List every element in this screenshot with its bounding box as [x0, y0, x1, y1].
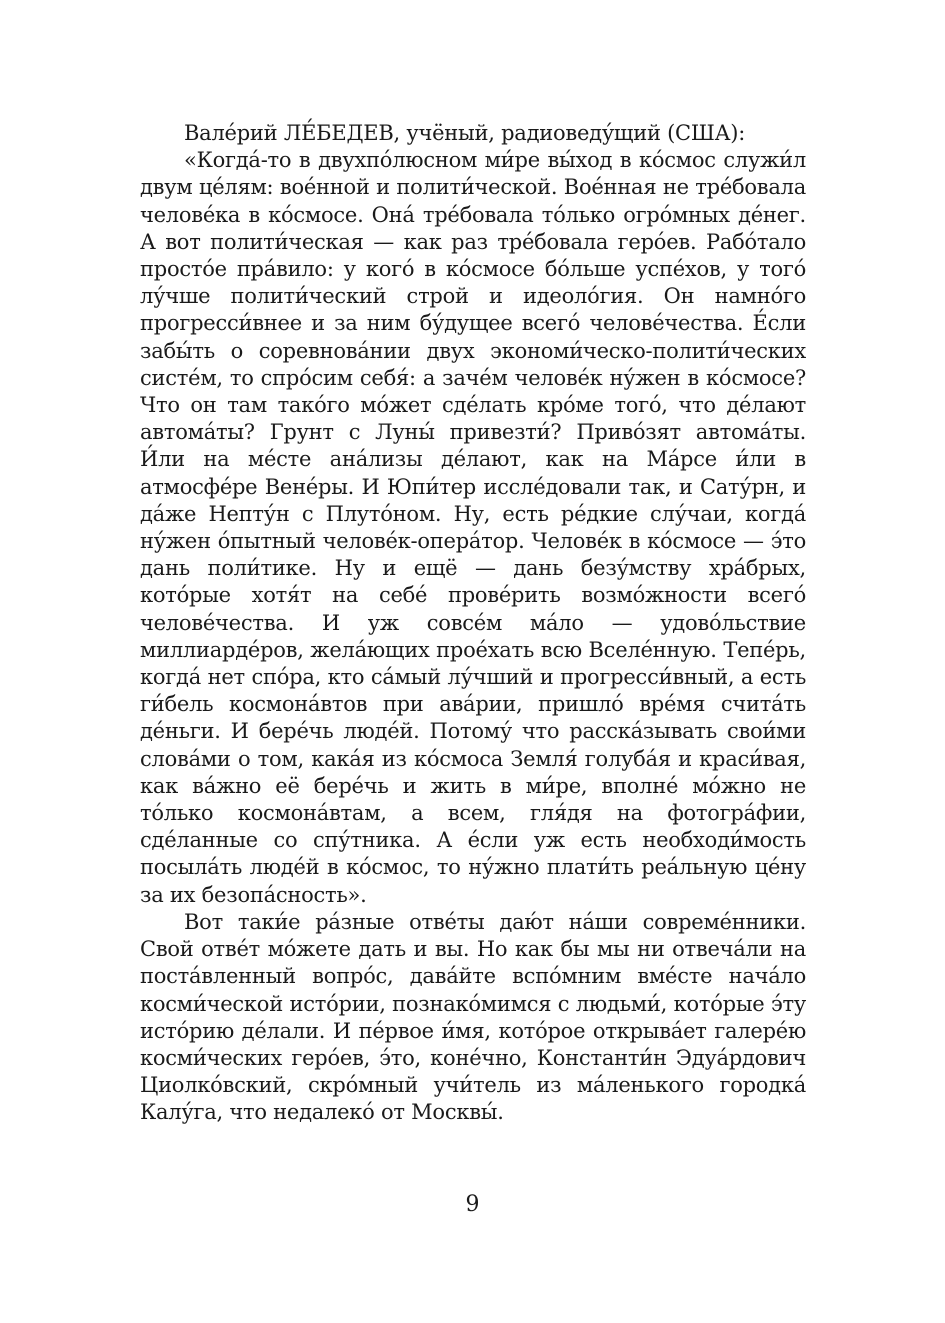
page-number: 9 [465, 1192, 480, 1217]
page-body [140, 120, 806, 1127]
quote-paragraph: «Когда́-то в двухпо́люсном ми́ре вы́ход в ко́смос служи́л двум це́лям: вое́нной и полити́ческой. Вое́нная не тре́бовала челове́ка в ко́смосе. Она́ тре́бовала то́лько огро́мных де́нег. А вот полити́ческая — как раз тре́бовала геро́ев. Рабо́тало просто́е пра́вило: у кого́ в ко́смосе бо́льше успе́хов, у того́ лу́чше полити́ческий строй и идеоло́гия. Он намно́го прогресси́внее и за ним бу́дущее всего́ челове́чества. Е́сли забы́ть о соревнова́нии двух экономи́ческо-полити́ческих систе́м, то спро́сим себя́: а заче́м челове́к ну́жен в ко́смосе? Что он там тако́го мо́жет сде́лать кро́ме того́, что де́лают автома́ты? Грунт с Луны́ привезти́? Приво́зят автома́ты. И́ли на ме́сте ана́лизы де́лают, как на Ма́рсе и́ли в атмосфе́ре Вене́ры. И Юпи́тер иссле́довали так, и Сату́рн, и да́же Непту́н с Плуто́ном. Ну, есть ре́дкие слу́чаи, когда́ ну́жен о́пытный челове́к-опера́тор. Челове́к в ко́смосе — э́то дань поли́тике. Ну и ещё — дань безу́мству хра́брых, кото́рые хотя́т на себе́ прове́рить возмо́жности всего́ челове́чества. И уж совсе́м ма́ло — удово́льствие миллиарде́ров, жела́ющих прое́хать всю Вселе́нную. Тепе́рь, когда́ нет спо́ра, кто са́мый лу́чший и прогресси́вный, а есть ги́бель космона́втов при ава́рии, пришло́ вре́мя счита́ть де́ньги. И бере́чь люде́й. Потому́ что расска́зывать свои́ми слова́ми о том, кака́я из ко́смоса Земля́ голуба́я и краси́вая, как ва́жно её бере́чь и жить в ми́ре, вполне́ мо́жно не то́лько космона́втам, а всем, гля́дя на фотогра́фии, сде́ланные со спу́тника. А е́сли уж есть необходи́мость посыла́ть люде́й в ко́смос, то ну́жно плати́ть реа́льную це́ну за их безопа́сность». [140, 148, 806, 907]
body-paragraph: Вот таки́е ра́зные отве́ты даю́т на́ши совреме́нники. Свой отве́т мо́жете дать и вы. Но как бы мы ни отвеча́ли на поста́вленный вопро́с, дава́йте вспо́мним вме́сте нача́ло косми́ческой исто́рии, познако́мимся с людьми́, кото́рые э́ту исто́рию де́лали. И пе́рвое и́мя, кото́рое открыва́ет галере́ю косми́ческих геро́ев, э́то, коне́чно, Константи́н Эдуа́рдович Циолко́вский, скро́мный учи́тель из ма́ленького городка́ Калу́га, что недалеко́ от Москвы́. [140, 909, 806, 1125]
quote-attribution: Вале́рий ЛЕ́БЕДЕВ, учёный, радиоведу́щий (США): [184, 121, 746, 145]
